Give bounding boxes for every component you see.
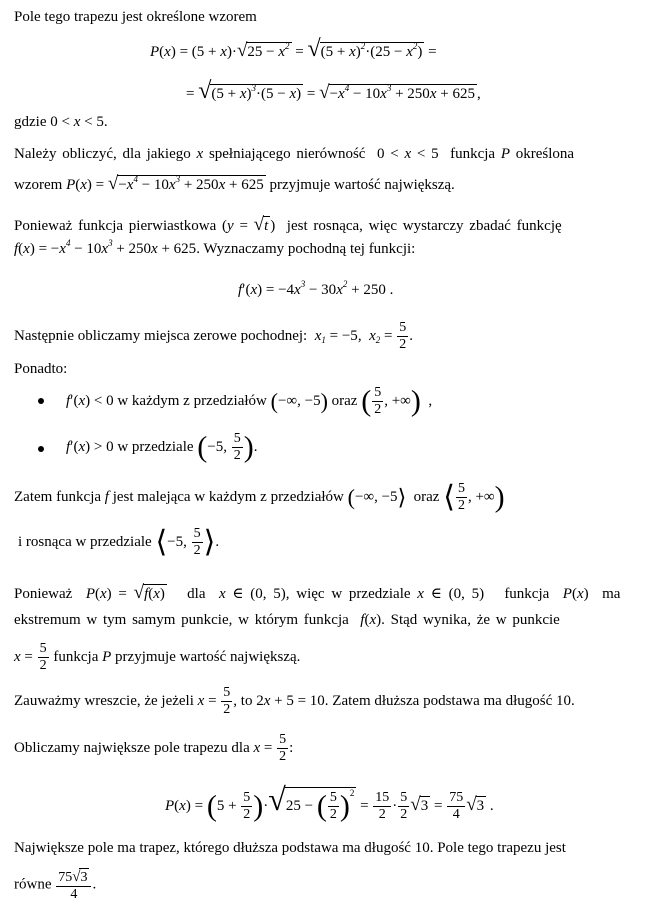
ponadto-label: Ponadto: [14,361,68,377]
conclusion-line: Największe pole ma trapez, którego dłuższa podstawa ma długość 10. Pole tego trapezu jest [14,840,566,856]
bullet-dot [38,446,44,452]
monotonic-line-1: Zatem funkcja f jest malejąca w każdym z przedziałów (−∞, −5⟩ oraz ⟨ $\frac{5}{2}$ , +∞) [14,480,505,514]
longer-base-line: Zauważmy wreszcie, że jeżeli x = $\frac{5}{2}$ , to 2x + 5 = 10. Zatem dłuższa podstawa ma długość 10. [14,685,575,717]
derivative-formula: $f'(x) = -4x^3 - 30x^2 + 250$ . [238,279,394,298]
conclusion-result: równe $\frac{75√3}{4}$ . [14,869,97,903]
function-f-line: $f(x) = -x^4 - 10x^3 + 250x + 625$. Wyznaczamy pochodną tej funkcji: [14,238,416,257]
formula-p-line2: = $√(5 + x)^3\cdot(5 - x) = √-x^4 - 10x^3 + 250x + 625$ , [186,78,481,104]
task-line-2: wzorem $P(x) = √-x^4 - 10x^3 + 250x + 625$ przyjmuje wartość największą. [14,173,455,194]
domain-line: gdzie 0 < x < 5. [14,114,108,130]
bullet-decreasing: f′(x) < 0 w każdym z przedziałów (−∞, −5) oraz ( $\frac{5}{2}$ , +∞) , [66,384,433,418]
zeros-line: Następnie obliczamy miejsca zerowe pochodnej: $x_1 = -5$, $x_2$ = $\frac{5}{2}$ . [14,320,413,352]
max-area-formula: P(x) = (5 + $\frac{5}{2}$ )·√25 − ( $\frac{5}{2}$ )$^2$ = $\frac{15}{2}$ · $\frac{5}{2}$ √3 = $\frac{75}{4}$ √3 . [165,781,494,823]
max-area-intro: Obliczamy największe pole trapezu dla x = $\frac{5}{2}$ : [14,732,294,764]
extremum-line-2: ekstremum w tym samym punkcie, w którym funkcja f(x). Stąd wynika, że w punkcie [14,612,560,628]
formula-p-line1: $P(x) = (5 + x)\cdot√25 - x^2 = √(5 + x)^2\cdot(25 - x^2)$ = [150,36,437,62]
extremum-line-3: x = $\frac{5}{2}$ funkcja P przyjmuje wartość największą. [14,641,301,673]
bullet-increasing: f′(x) > 0 w przedziale (−5, $\frac{5}{2}$ ). [66,430,258,464]
bullet-dot [38,398,44,404]
intro-text: Pole tego trapezu jest określone wzorem [14,9,257,25]
task-line-1: Należy obliczyć, dla jakiego x spełniającego nierówność 0 < x < 5 funkcja P określona [14,146,575,162]
extremum-line-1: Ponieważ P(x) = √f(x) dla x ∈ (0, 5), więc w przedziale x ∈ (0, 5) funkcja P(x) ma [14,582,621,603]
monotonic-line-2: i rosnąca w przedziale ⟨−5, $\frac{5}{2}$ ⟩. [18,525,220,559]
root-function-line: Ponieważ funkcja pierwiastkowa (y = √t ) jest rosnąca, więc wystarczy zbadać funkcję [14,214,562,235]
